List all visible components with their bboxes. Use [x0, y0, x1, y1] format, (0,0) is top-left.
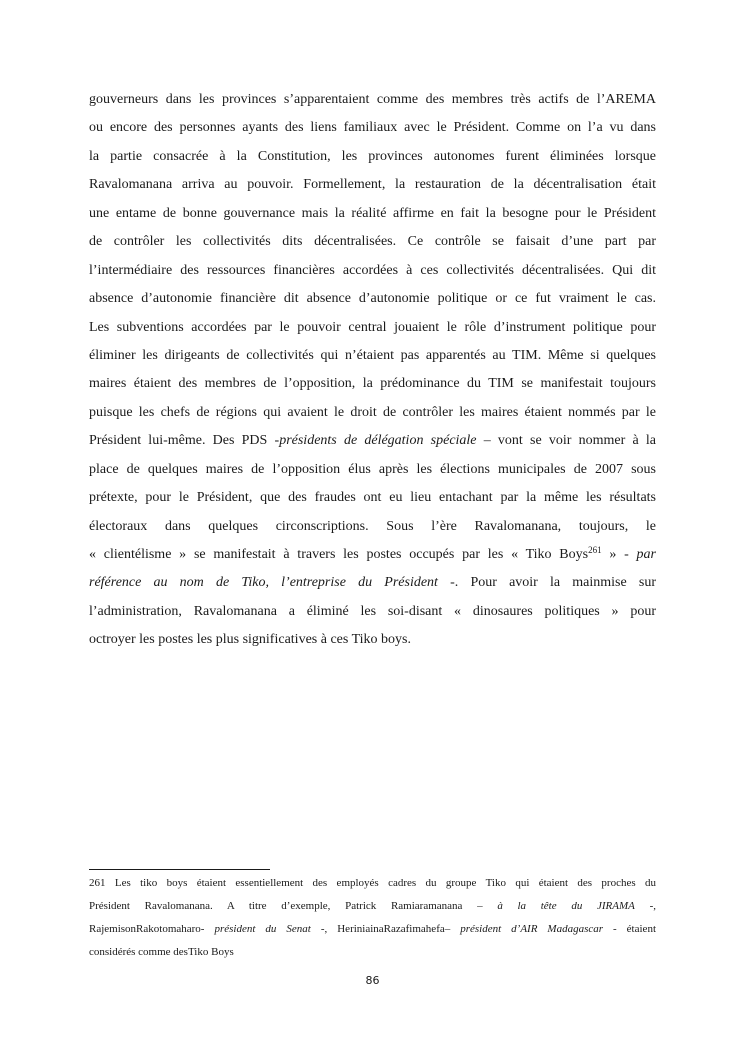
text-run: Président Ravalomanana. A titre d’exemple, Patrick Ramiaramanana – — [89, 900, 498, 912]
page-number: 86 — [365, 974, 380, 987]
body-line: éliminer les dirigeants de collectivités qui n’étaient pas apparentés au TIM. Même si quelques — [89, 347, 656, 363]
italic-text-run: président du Senat — [214, 923, 311, 935]
body-line: Ravalomanana arriva au pouvoir. Formellement, la restauration de la décentralisation était — [89, 177, 656, 193]
text-run: - étaient — [603, 923, 656, 935]
body-line: Les subventions accordées par le pouvoir central jouaient le rôle d’instrument politique pour — [89, 319, 656, 335]
body-line: maires étaient des membres de l’opposition, la prédominance du TIM se manifestait toujours — [89, 376, 656, 392]
body-line: de contrôler les collectivités dits décentralisées. Ce contrôle se faisait d’une part par — [89, 234, 656, 250]
text-run: « clientélisme » se manifestait à travers les postes occupés par les « Tiko Boys — [89, 547, 589, 562]
body-line: place de quelques maires de l’opposition élus après les élections municipales de 2007 sous — [89, 461, 656, 477]
footnote-line — [89, 918, 656, 941]
body-line — [89, 569, 656, 597]
body-line: l’administration, Ravalomanana a éliminé les soi-disant « dinosaures politiques » pour — [89, 603, 656, 619]
body-line: une entame de bonne gouvernance mais la réalité affirme en fait la besogne pour le Président — [89, 205, 656, 221]
text-run: Président lui-même. Des PDS - — [89, 433, 280, 449]
italic-text-run: à la tête du JIRAMA — [497, 900, 635, 912]
body-line — [89, 427, 656, 455]
body-line: la partie consacrée à la Constitution, les provinces autonomes furent éliminées lorsque — [89, 148, 656, 164]
body-line: ou encore des personnes ayants des liens familiaux avec le Président. Comme on l’a vu dans — [89, 120, 656, 136]
footnote-line: 261 Les tiko boys étaient essentiellement des employés cadres du groupe Tiko qui étaient des proches du — [89, 877, 656, 889]
text-run: -. Pour avoir la mainmise sur — [437, 575, 656, 591]
body-line — [89, 541, 656, 569]
footnote-line — [89, 895, 656, 918]
italic-text-run: président d’AIR Madagascar — [460, 923, 604, 935]
footnote-separator — [89, 869, 270, 870]
text-run: » - — [601, 547, 637, 562]
footnote-reference[interactable]: 261 — [588, 545, 602, 555]
text-run: -, HeriniainaRazafimahefa– — [310, 923, 461, 935]
body-line: gouverneurs dans les provinces s’apparentaient comme des membres très actifs de l’AREMA — [89, 92, 656, 107]
italic-text-run: présidents de délégation spéciale — [279, 433, 477, 449]
italic-text-run: par — [636, 547, 656, 562]
italic-text-run: référence au nom de Tiko, l’entreprise du Président — [89, 575, 438, 591]
body-line: prétexte, pour le Président, que des fraudes ont eu lieu entachant par la même les résultats — [89, 490, 656, 506]
text-run: – vont se voir nommer à la — [476, 433, 657, 449]
text-run: RajemisonRakotomaharo- — [89, 923, 215, 935]
body-line: octroyer les postes les plus significatives à ces Tiko boys. — [89, 632, 411, 648]
body-line: absence d’autonomie financière dit absence d’autonomie politique or ce fut vraiment le cas. — [89, 291, 656, 307]
footnote-line: considérés comme desTiko Boys — [89, 946, 234, 958]
body-line: l’intermédiaire des ressources financières accordées à ces collectivités décentralisées. Qui dit — [89, 262, 656, 278]
body-paragraph — [89, 86, 656, 655]
text-run: -, — [634, 900, 656, 912]
footnote — [89, 872, 656, 964]
body-line: puisque les chefs de régions qui avaient le droit de contrôler les maires étaient nommés par le — [89, 404, 656, 420]
body-line: électoraux dans quelques circonscriptions. Sous l’ère Ravalomanana, toujours, le — [89, 518, 656, 534]
